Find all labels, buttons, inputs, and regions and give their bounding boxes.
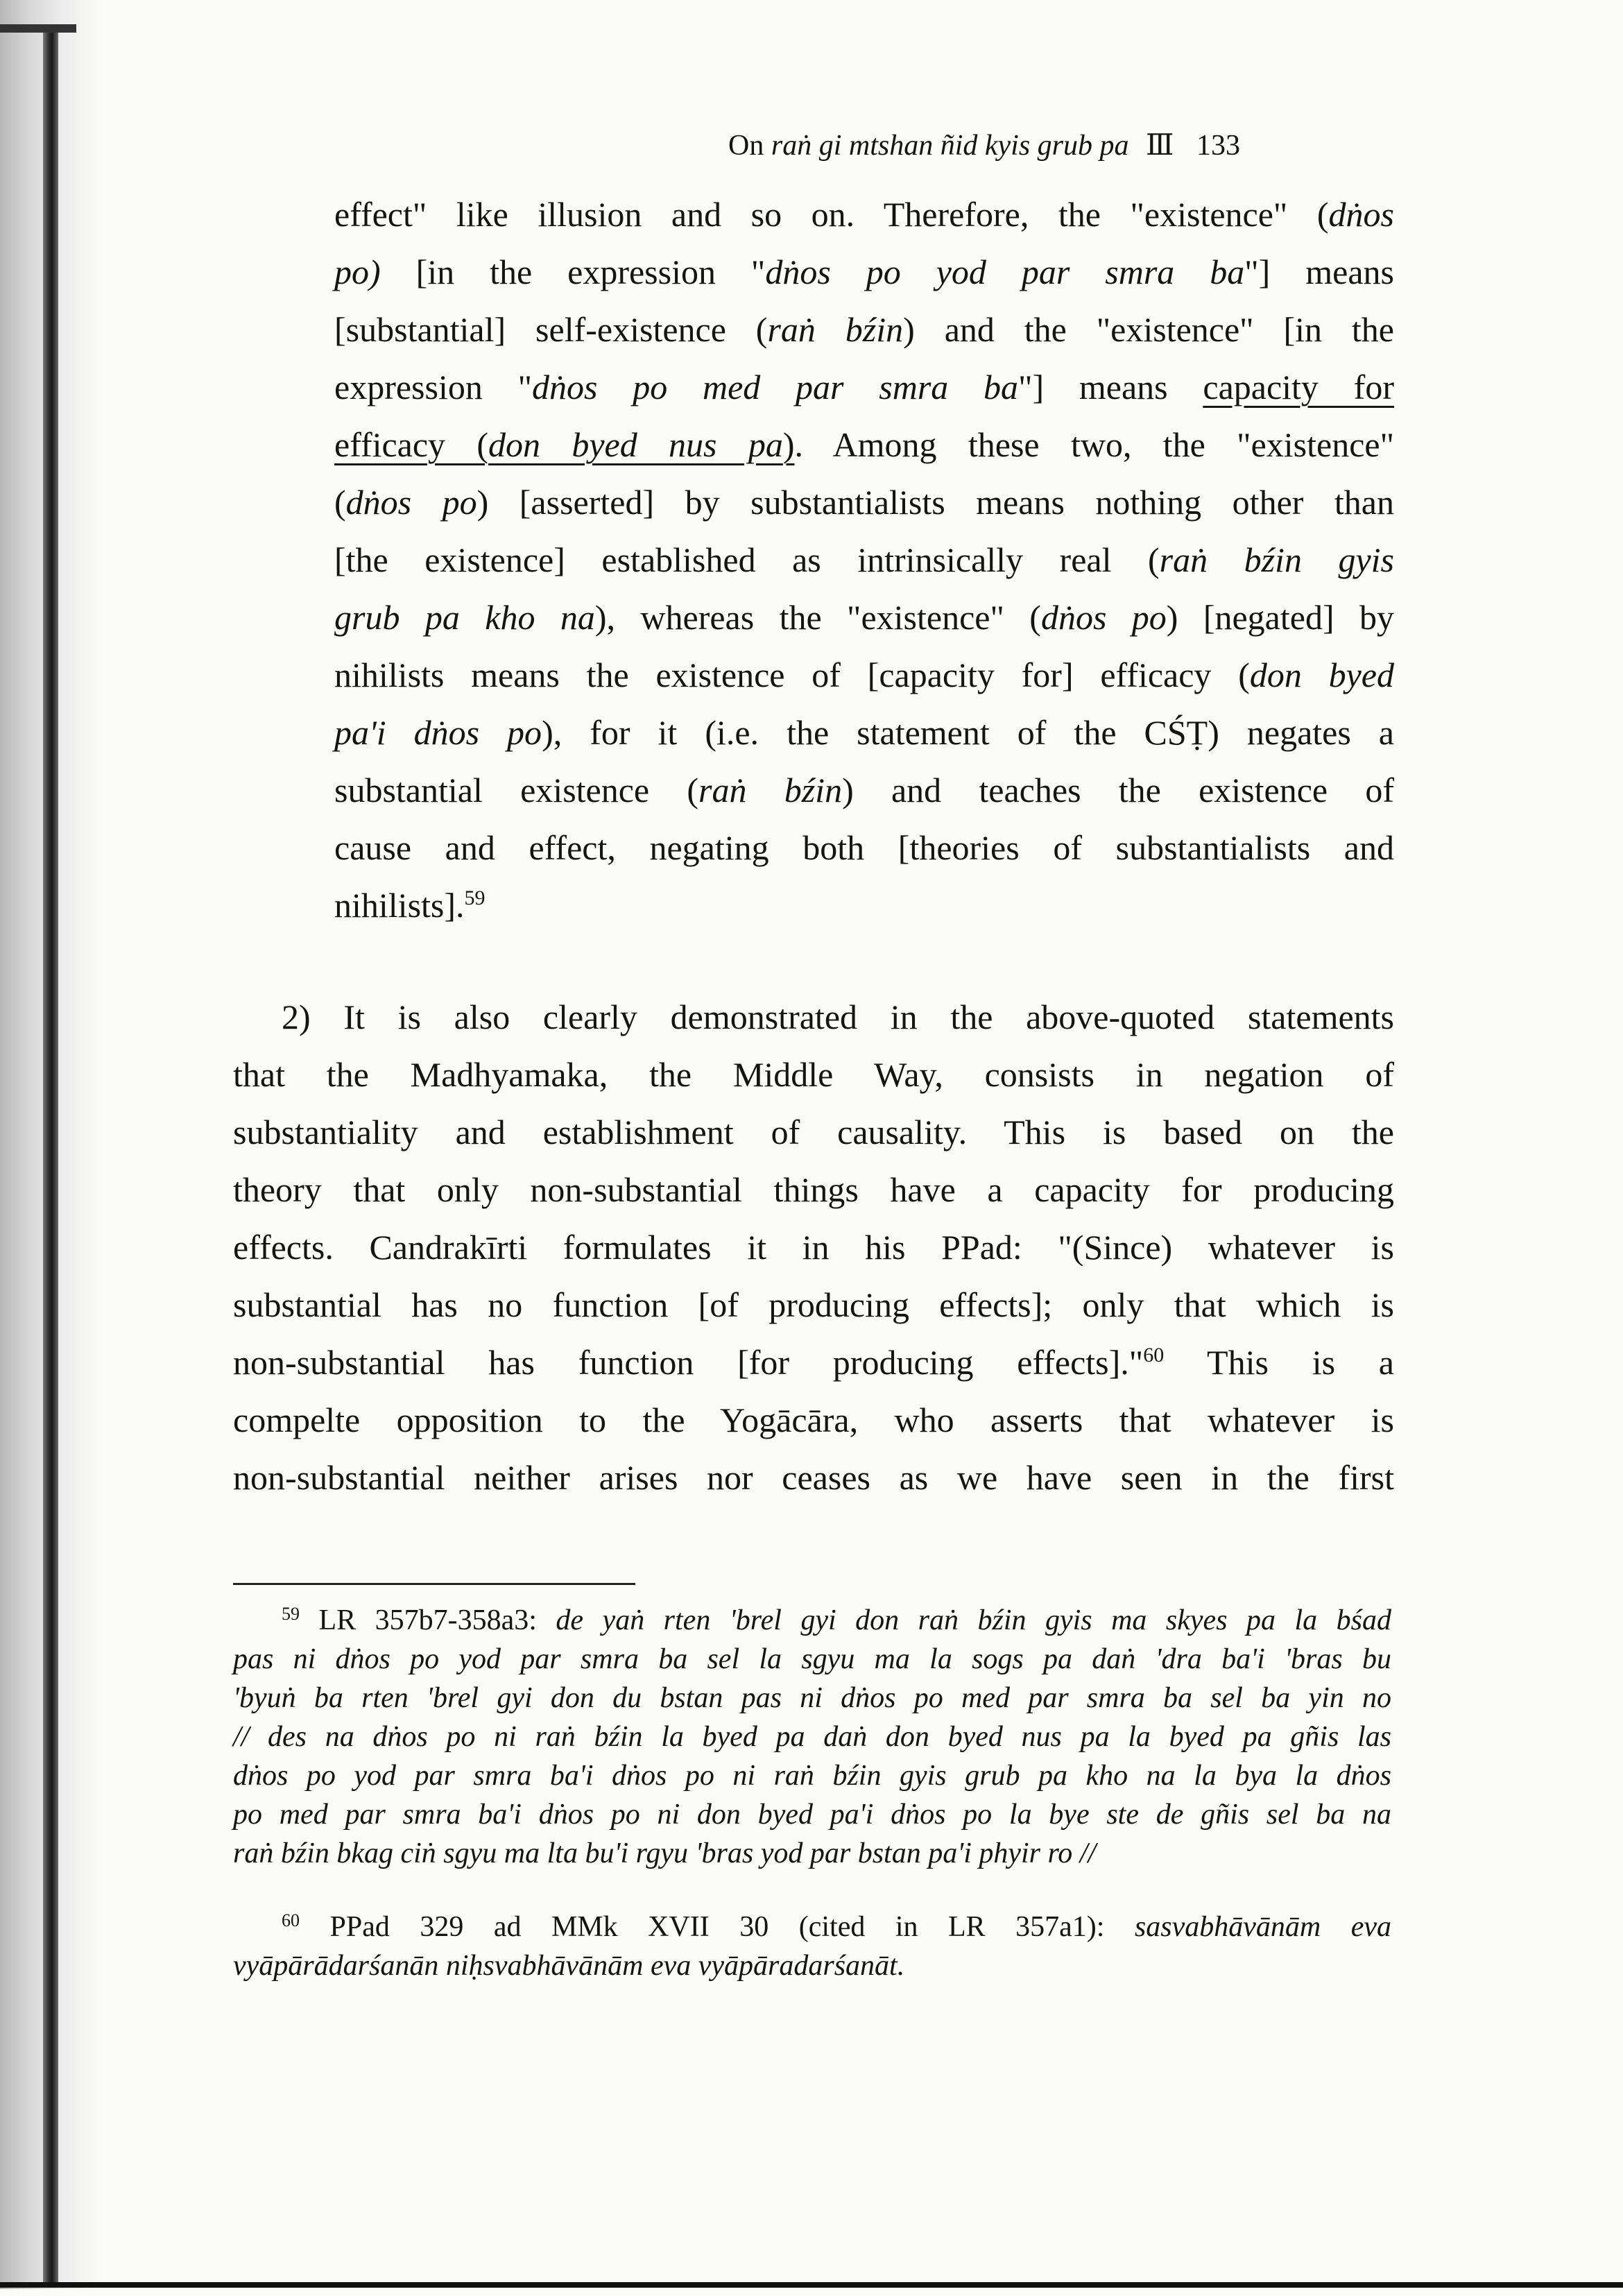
text-segment: [the existence] established as intrinsically real ( [334, 540, 1160, 579]
footnote-60 [233, 1908, 1391, 1985]
footnote-ref: 60 [282, 1910, 300, 1930]
italic-segment: de yaṅ rten 'brel gyi don raṅ bźin gyis ma skyes pa la bśad [556, 1604, 1391, 1636]
text-line [334, 704, 1394, 762]
text-line [233, 988, 1394, 1046]
italic-segment: pas ni dṅos po yod par smra ba sel la sgyu ma la sogs pa daṅ 'dra ba'i 'bras bu [233, 1643, 1391, 1675]
page-number: 133 [1196, 130, 1241, 162]
text-line [233, 1640, 1391, 1679]
text-segment: efficacy ( [334, 425, 489, 464]
text-line [233, 1334, 1394, 1391]
text-segment: PPad 329 ad MMk XVII 30 (cited in LR 357a1): [300, 1911, 1135, 1943]
text-line [334, 359, 1394, 416]
text-segment: substantiality and establishment of causality. This is based on the [233, 1113, 1394, 1151]
footnote-rule [233, 1583, 635, 1585]
italic-segment: po med par smra ba'i dṅos po ni don byed pa'i dṅos po la bye ste de gñis sel ba na [233, 1799, 1391, 1831]
paragraph-1 [334, 186, 1394, 934]
text-segment: non-substantial neither arises nor ceases as we have seen in the first [233, 1458, 1394, 1497]
text-line [233, 1834, 1391, 1873]
text-line [334, 646, 1394, 704]
italic-segment: grub pa kho na [334, 598, 595, 637]
text-line [334, 186, 1394, 243]
text-segment: ) and the "existence" [in the [903, 310, 1394, 349]
italic-segment: po) [334, 252, 381, 291]
text-segment: ), for it (i.e. the statement of the CŚṬ) negates a [542, 713, 1394, 752]
text-segment: theory that only non-substantial things have a capacity for producing [233, 1170, 1394, 1209]
text-segment: . Among these two, the "existence" [794, 425, 1394, 464]
footnote-ref: 60 [1143, 1344, 1165, 1367]
text-segment: ) and teaches the existence of [842, 771, 1394, 809]
italic-segment: dṅos po yod par smra ba [765, 252, 1245, 291]
text-segment: nihilists]. [334, 886, 465, 925]
italic-segment: sasvabhāvānām eva [1134, 1911, 1391, 1943]
spine-edge [43, 24, 58, 2286]
text-segment: cause and effect, negating both [theories of substantialists and [334, 828, 1394, 867]
text-line [233, 1679, 1391, 1717]
text-segment: This is a [1164, 1343, 1395, 1382]
italic-segment: raṅ bźin [698, 771, 843, 809]
text-segment: non-substantial has function [for producing effects]." [233, 1343, 1144, 1382]
text-segment: ) [782, 425, 795, 464]
text-segment: nihilists means the existence of [capacity for] efficacy ( [334, 656, 1250, 694]
text-line [233, 1161, 1394, 1219]
header-prefix: On [728, 130, 764, 162]
text-line [334, 877, 1394, 934]
footnote-59 [233, 1601, 1391, 1873]
text-segment: LR 357b7-358a3: [300, 1604, 556, 1636]
footnote-ref: 59 [464, 886, 486, 909]
italic-segment: raṅ bźin [767, 310, 904, 349]
text-line [233, 1046, 1394, 1104]
text-line [233, 1276, 1394, 1334]
spine-notch [0, 24, 76, 33]
italic-segment: dṅos po [1040, 598, 1167, 637]
text-line [334, 589, 1394, 646]
text-segment: substantial has no function [of producing effects]; only that which is [233, 1285, 1394, 1324]
italic-segment: don byed nus pa [488, 425, 783, 464]
text-line [233, 1795, 1391, 1834]
footnote-ref: 59 [282, 1604, 300, 1624]
italic-segment: 'byuṅ ba rten 'brel gyi don du bstan pas ni dṅos po med par smra ba sel ba yin no [233, 1682, 1391, 1714]
italic-segment: // des na dṅos po ni raṅ bźin la byed pa daṅ don byed nus pa la byed pa gñis las [233, 1721, 1391, 1753]
book-binding-shadow [0, 0, 104, 2289]
text-line [233, 1717, 1391, 1756]
text-line [233, 1104, 1394, 1161]
text-line [233, 1391, 1394, 1449]
italic-segment: don byed [1249, 656, 1394, 694]
text-segment: effects. Candrakīrti formulates it in his PPad: "(Since) whatever is [233, 1228, 1394, 1267]
italic-segment: dṅos po [345, 483, 477, 522]
text-line [233, 1908, 1391, 1946]
italic-segment: pa'i dṅos po [334, 713, 542, 752]
text-segment: "] means [1018, 368, 1203, 406]
italic-segment: vyāpārādarśanān niḥsvabhāvānām eva vyāpāradarśanāt. [233, 1950, 905, 1982]
text-segment: ( [334, 483, 346, 522]
text-segment: that the Madhyamaka, the Middle Way, consists in negation of [233, 1055, 1394, 1094]
text-line [233, 1219, 1394, 1276]
italic-segment: dṅos po yod par smra ba'i dṅos po ni raṅ bźin gyis grub pa kho na la bya la dṅos [233, 1760, 1391, 1792]
italic-segment: raṅ bźin bkag ciṅ sgyu ma lta bu'i rgyu 'bras yod par bstan pa'i phyir ro // [233, 1837, 1097, 1869]
text-line [334, 762, 1394, 819]
text-segment: "] means [1244, 252, 1394, 291]
text-line [334, 243, 1394, 301]
running-header [728, 125, 1352, 166]
text-line [233, 1946, 1391, 1985]
text-line [334, 819, 1394, 877]
header-title: raṅ gi mtshan ñid kyis grub pa [771, 130, 1129, 162]
text-segment: effect" like illusion and so on. Therefore, the "existence" ( [334, 195, 1329, 234]
text-line [233, 1756, 1391, 1795]
text-segment: 2) It is also clearly demonstrated in the above-quoted statements [282, 997, 1394, 1036]
text-segment: capacity for [1203, 368, 1394, 406]
text-segment: substantial existence ( [334, 771, 699, 809]
paragraph-2 [233, 988, 1394, 1507]
text-line [233, 1601, 1391, 1640]
text-segment: [substantial] self-existence ( [334, 310, 768, 349]
text-segment: [in the expression " [380, 252, 766, 291]
scan-bottom-edge [0, 2282, 1623, 2288]
text-segment: ) [asserted] by substantialists means nothing other than [476, 483, 1394, 522]
text-segment: compelte opposition to the Yogācāra, who asserts that whatever is [233, 1400, 1394, 1439]
text-segment: ) [negated] by [1166, 598, 1395, 637]
text-line [334, 531, 1394, 589]
italic-segment: raṅ bźin gyis [1159, 540, 1394, 579]
text-line [233, 1449, 1394, 1507]
text-line [334, 301, 1394, 359]
text-line [334, 416, 1394, 474]
header-section-mark: Ⅲ [1146, 130, 1174, 162]
italic-segment: dṅos po med par smra ba [532, 368, 1019, 406]
text-segment: ), whereas the "existence" ( [594, 598, 1041, 637]
text-line [334, 474, 1394, 531]
italic-segment: dṅos [1328, 195, 1394, 234]
text-segment: expression " [334, 368, 533, 406]
